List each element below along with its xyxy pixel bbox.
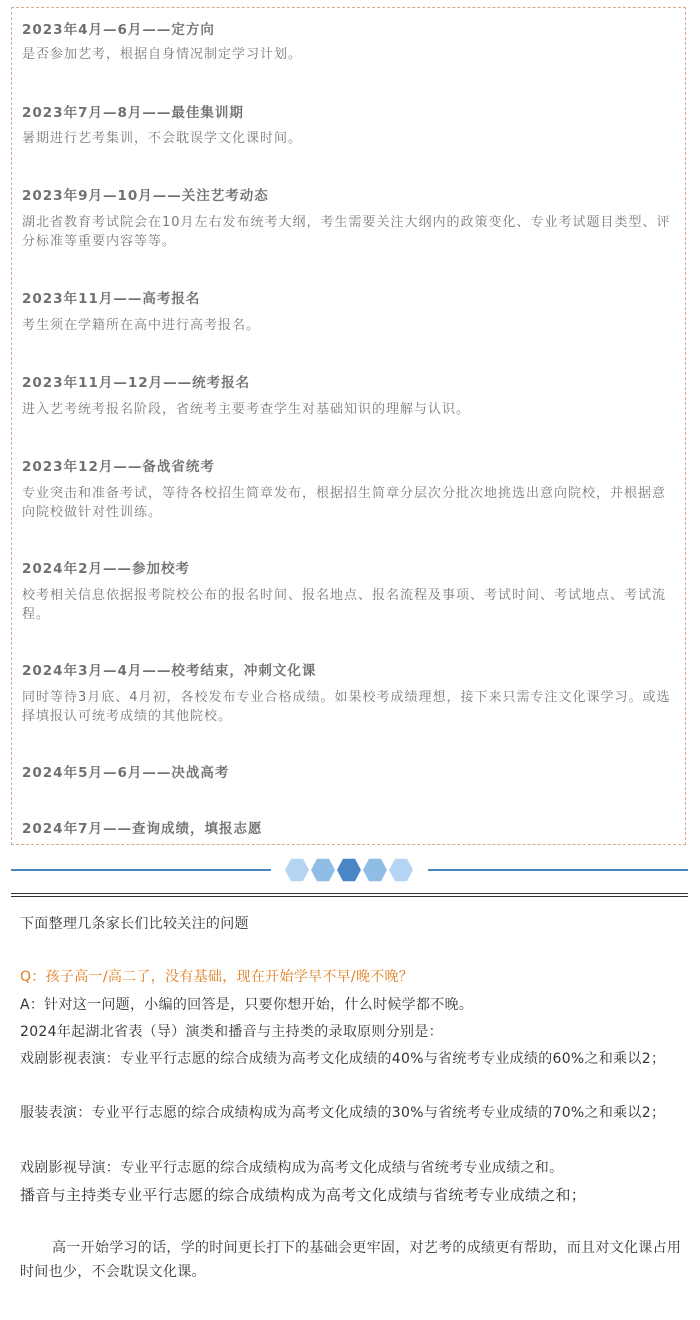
hexagon-icon — [285, 858, 309, 882]
divider-line-left — [11, 869, 271, 871]
timeline-desc-mar-apr-2024: 同时等待3月底、4月初，各校发布专业合格成绩。如果校考成绩理想，接下来只需专注文化课学习。或选择填报认可统考成绩的其他院校。 — [22, 690, 671, 724]
timeline-title-mar-apr-2024: 2024年3月—4月——校考结束，冲刺文化课 — [22, 663, 317, 679]
timeline-desc-dec-2023: 专业突击和准备考试，等待各校招生简章发布，根据招生简章分层次分批次地挑选出意向院校，并根据意向院校做针对性训练。 — [22, 486, 667, 520]
timeline-title-dec-2023: 2023年12月——备战省统考 — [22, 459, 215, 475]
hexagon-icon — [363, 858, 387, 882]
timeline-box — [11, 7, 686, 845]
timeline-title-may-jun-2024: 2024年5月—6月——决战高考 — [22, 765, 230, 781]
rule-directing: 戏剧影视导演：专业平行志愿的综合成绩构成为高考文化成绩与省统考专业成绩之和。 — [20, 1160, 564, 1176]
qa-answer: A：针对这一问题，小编的回答是，只要你想开始，什么时候学都不晚。 — [20, 997, 474, 1013]
divider-line-right — [428, 869, 688, 871]
timeline-title-apr-jun-2023: 2023年4月—6月——定方向 — [22, 22, 215, 38]
hexagon-icon — [311, 858, 335, 882]
rule-broadcast: 播音与主持类专业平行志愿的综合成绩构成为高考文化成绩与省统考专业成绩之和； — [20, 1186, 587, 1204]
timeline-title-nov-dec-2023: 2023年11月—12月——统考报名 — [22, 375, 251, 391]
timeline-desc-feb-2024: 校考相关信息依据报考院校公布的报名时间、报名地点、报名流程及事项、考试时间、考试地点、考试流程。 — [22, 588, 667, 622]
rule-costume: 服装表演：专业平行志愿的综合成绩构成为高考文化成绩的30%与省统考专业成绩的70%之和乘以2； — [20, 1105, 666, 1121]
timeline-title-sep-oct-2023: 2023年9月—10月——关注艺考动态 — [22, 188, 269, 204]
qa-question: Q：孩子高一/高二了，没有基础，现在开始学早不早/晚不晚？ — [20, 969, 414, 985]
hexagon-icon — [337, 858, 361, 882]
timeline-desc-nov-dec-2023: 进入艺考统考报名阶段，省统考主要考查学生对基础知识的理解与认识。 — [22, 402, 471, 417]
conclusion-paragraph: 高一开始学习的话，学的时间更长打下的基础会更牢固，对艺考的成绩更有帮助，而且对文化课占用时间也少，不会耽误文化课。 — [20, 1240, 682, 1280]
qa-intro: 下面整理几条家长们比较关注的问题 — [20, 916, 249, 932]
timeline-title-jul-aug-2023: 2023年7月—8月——最佳集训期 — [22, 105, 244, 121]
rules-intro: 2024年起湖北省表（导）演类和播音与主持类的录取原则分别是： — [20, 1024, 443, 1040]
timeline-title-feb-2024: 2024年2月——参加校考 — [22, 561, 190, 577]
hexagon-icon — [389, 858, 413, 882]
timeline-desc-nov-2023: 考生须在学籍所在高中进行高考报名。 — [22, 318, 261, 333]
timeline-desc-jul-aug-2023: 暑期进行艺考集训，不会耽误学文化课时间。 — [22, 131, 303, 146]
timeline-desc-apr-jun-2023: 是否参加艺考，根据自身情况制定学习计划。 — [22, 47, 303, 62]
timeline-title-jul-2024: 2024年7月——查询成绩，填报志愿 — [22, 821, 263, 837]
section-divider — [11, 855, 688, 885]
double-rule — [11, 893, 688, 897]
timeline-desc-sep-oct-2023: 湖北省教育考试院会在10月左右发布统考大纲，考生需要关注大纲内的政策变化、专业考试题目类型、评分标准等重要内容等等。 — [22, 215, 671, 249]
rule-drama-acting: 戏剧影视表演：专业平行志愿的综合成绩为高考文化成绩的40%与省统考专业成绩的60%之和乘以2； — [20, 1051, 666, 1067]
timeline-title-nov-2023: 2023年11月——高考报名 — [22, 291, 201, 307]
